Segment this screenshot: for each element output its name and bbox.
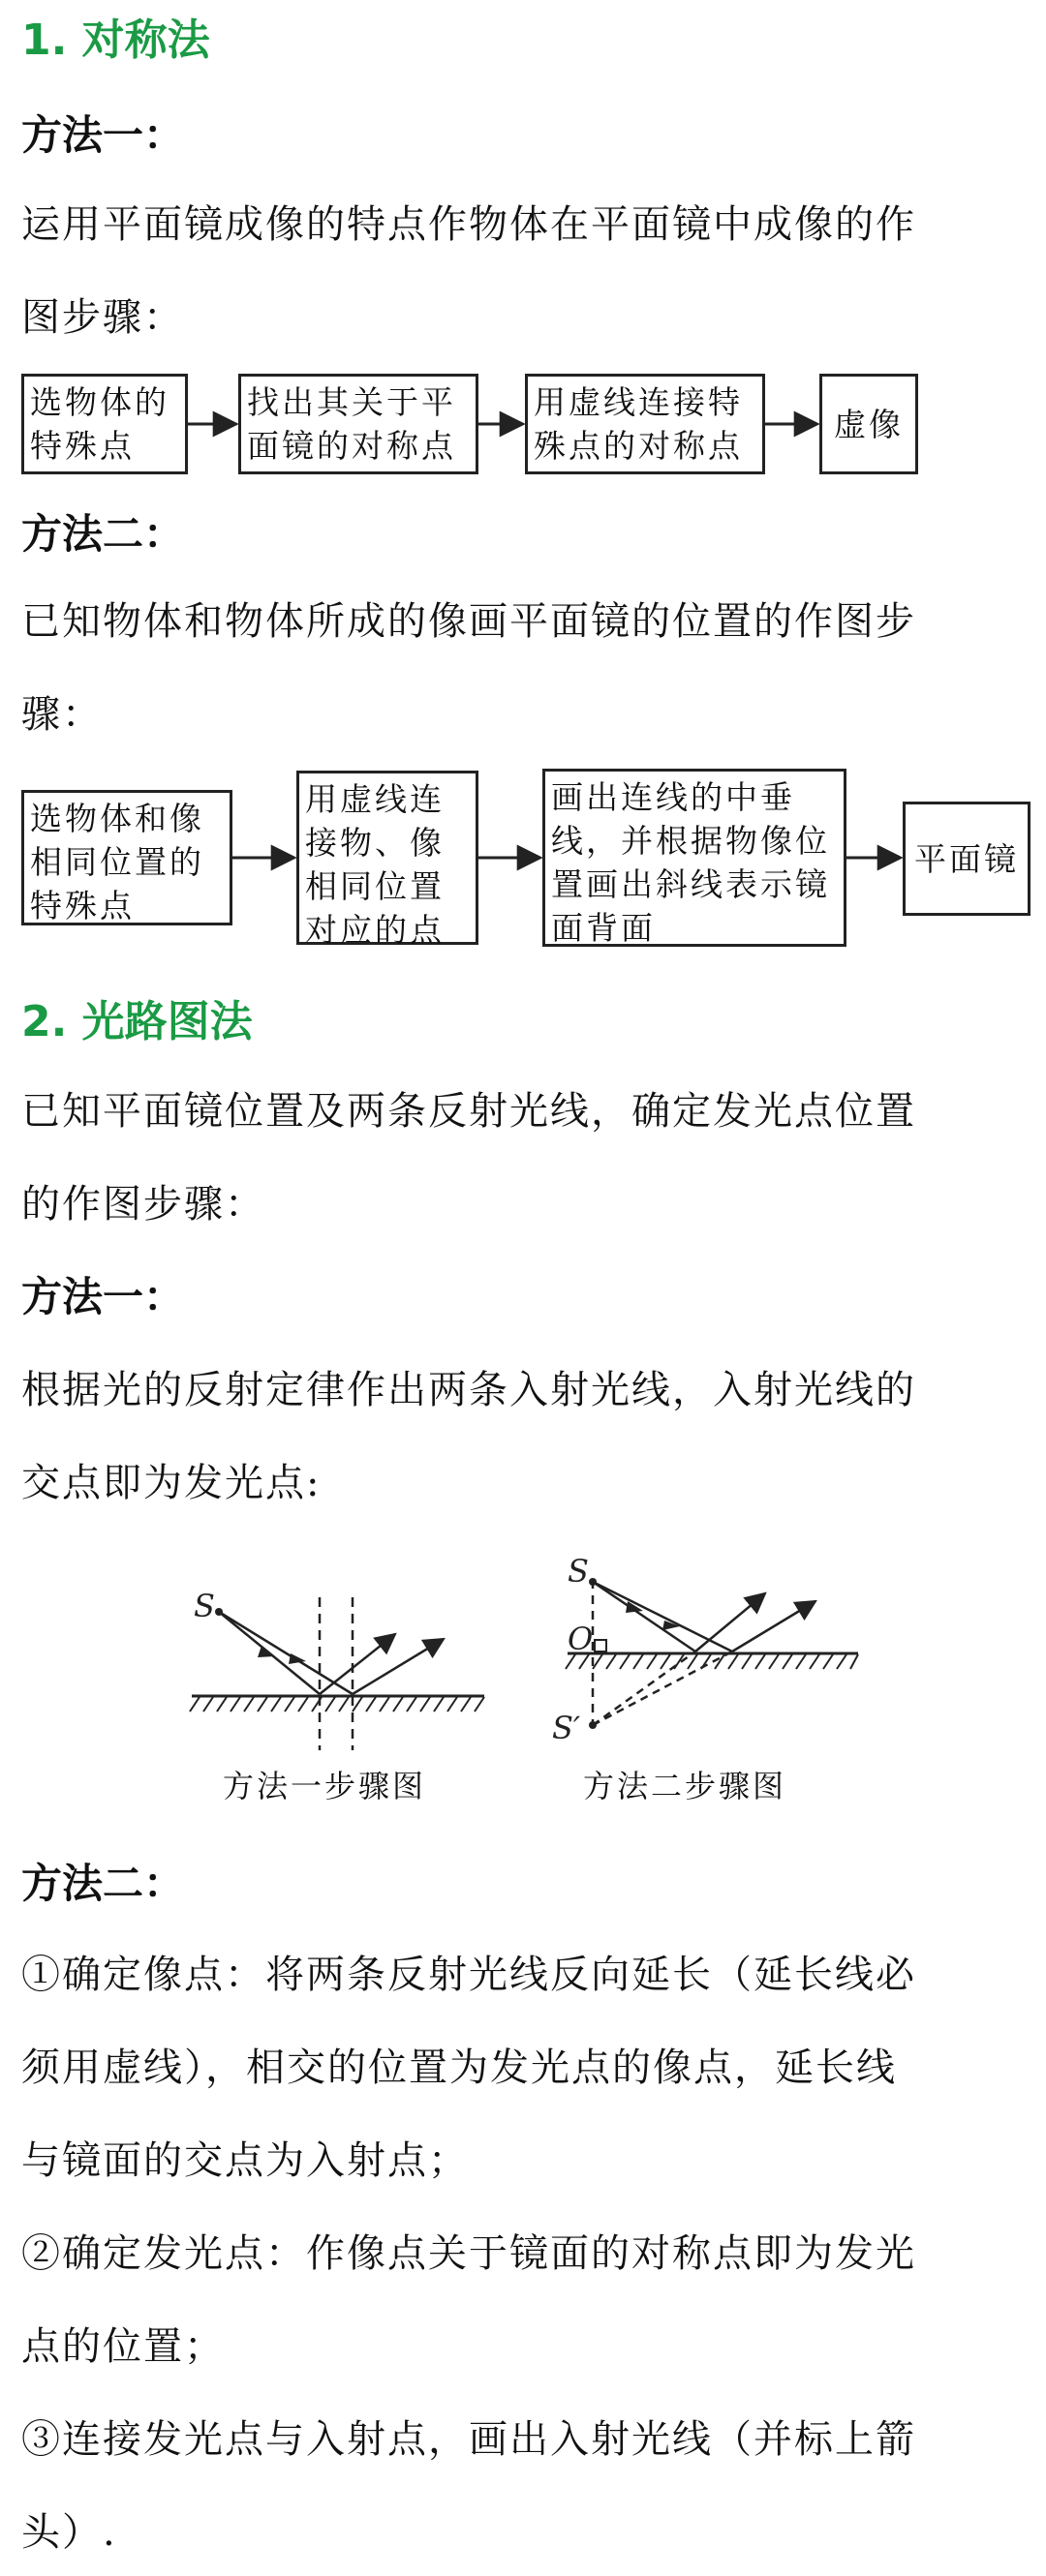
fig1-reflected-1 bbox=[320, 1634, 395, 1694]
flow2-step-1: 选物体和像相同位置的特殊点 bbox=[21, 790, 232, 925]
method-1-text-line-1-2: 根据光的反射定律作出两条入射光线，入射光线的 bbox=[21, 1368, 916, 1412]
flow1-step-1: 选物体的特殊点 bbox=[21, 374, 188, 474]
flow2-step-4: 平面镜 bbox=[903, 802, 1031, 916]
section-1-title: 1. 对称法 bbox=[21, 15, 210, 65]
figure-1 bbox=[190, 1597, 484, 1750]
method-2-label-2: 方法二： bbox=[21, 1860, 185, 1907]
fig1-caption: 方法一步骤图 bbox=[223, 1768, 427, 1804]
fig2-reflected-2 bbox=[732, 1601, 815, 1652]
method-2-step-line-2: 须用虚线），相交的位置为发光点的像点，延长线 bbox=[21, 2046, 897, 2090]
method-2-text-line-2: 骤： bbox=[21, 692, 103, 737]
fig2-label-s-prime: S′ bbox=[552, 1710, 581, 1746]
method-1-label-2: 方法一： bbox=[21, 1273, 185, 1320]
fig1-incident-2 bbox=[219, 1612, 353, 1694]
fig1-arrow-mark-1 bbox=[258, 1646, 275, 1657]
method-2-step-line-3: 与镜面的交点为入射点； bbox=[21, 2138, 469, 2183]
flow1-step-4: 虚像 bbox=[819, 374, 918, 474]
section-2-intro-line-2: 的作图步骤： bbox=[21, 1182, 265, 1227]
flow1-step-2: 找出其关于平面镜的对称点 bbox=[238, 374, 478, 474]
method-1-text-line-2: 图步骤： bbox=[21, 295, 184, 340]
method-2-label: 方法二： bbox=[21, 510, 185, 558]
flow2-step-2: 用虚线连接物、像相同位置对应的点 bbox=[296, 771, 478, 945]
fig2-hatch bbox=[566, 1654, 858, 1669]
method-1-label: 方法一： bbox=[21, 111, 185, 159]
fig2-incident-2 bbox=[593, 1582, 732, 1652]
fig1-label-s: S bbox=[194, 1588, 215, 1624]
flow1-step-3: 用虚线连接特殊点的对称点 bbox=[525, 374, 765, 474]
fig2-incident-1 bbox=[593, 1582, 695, 1652]
fig2-extension-2 bbox=[593, 1652, 732, 1725]
fig1-reflected-2 bbox=[353, 1639, 444, 1694]
method-2-step-line-5: 点的位置； bbox=[21, 2324, 225, 2369]
method-2-step-line-4: ②确定发光点：作像点关于镜面的对称点即为发光 bbox=[21, 2231, 916, 2276]
section-2-title: 2. 光路图法 bbox=[21, 997, 253, 1046]
method-2-step-line-6: ③连接发光点与入射点，画出入射光线（并标上箭 bbox=[21, 2417, 916, 2462]
section-2-intro-line-1: 已知平面镜位置及两条反射光线，确定发光点位置 bbox=[21, 1089, 916, 1134]
fig2-label-s: S bbox=[568, 1553, 589, 1590]
fig1-hatch bbox=[190, 1697, 484, 1712]
method-2-step-line-7: 头）. bbox=[21, 2510, 117, 2555]
fig2-extension-1 bbox=[593, 1652, 695, 1725]
method-1-text-line-1: 运用平面镜成像的特点作物体在平面镜中成像的作 bbox=[21, 202, 916, 247]
fig2-caption: 方法二步骤图 bbox=[583, 1768, 787, 1804]
fig2-right-angle bbox=[595, 1640, 606, 1652]
method-2-step-line-1: ①确定像点：将两条反射光线反向延长（延长线必 bbox=[21, 1953, 916, 1997]
method-2-text-line-1: 已知物体和物体所成的像画平面镜的位置的作图步 bbox=[21, 599, 916, 644]
method-1-text-line-2-2: 交点即为发光点: bbox=[21, 1461, 322, 1505]
fig2-reflected-1 bbox=[695, 1593, 765, 1652]
flow2-step-3: 画出连线的中垂线，并根据物像位置画出斜线表示镜面背面 bbox=[542, 769, 846, 947]
fig2-point-s bbox=[589, 1578, 597, 1586]
fig2-label-o: O bbox=[568, 1621, 594, 1657]
fig1-point-s bbox=[215, 1608, 223, 1616]
figure-2 bbox=[566, 1578, 858, 1729]
fig2-point-s-prime bbox=[589, 1721, 597, 1729]
